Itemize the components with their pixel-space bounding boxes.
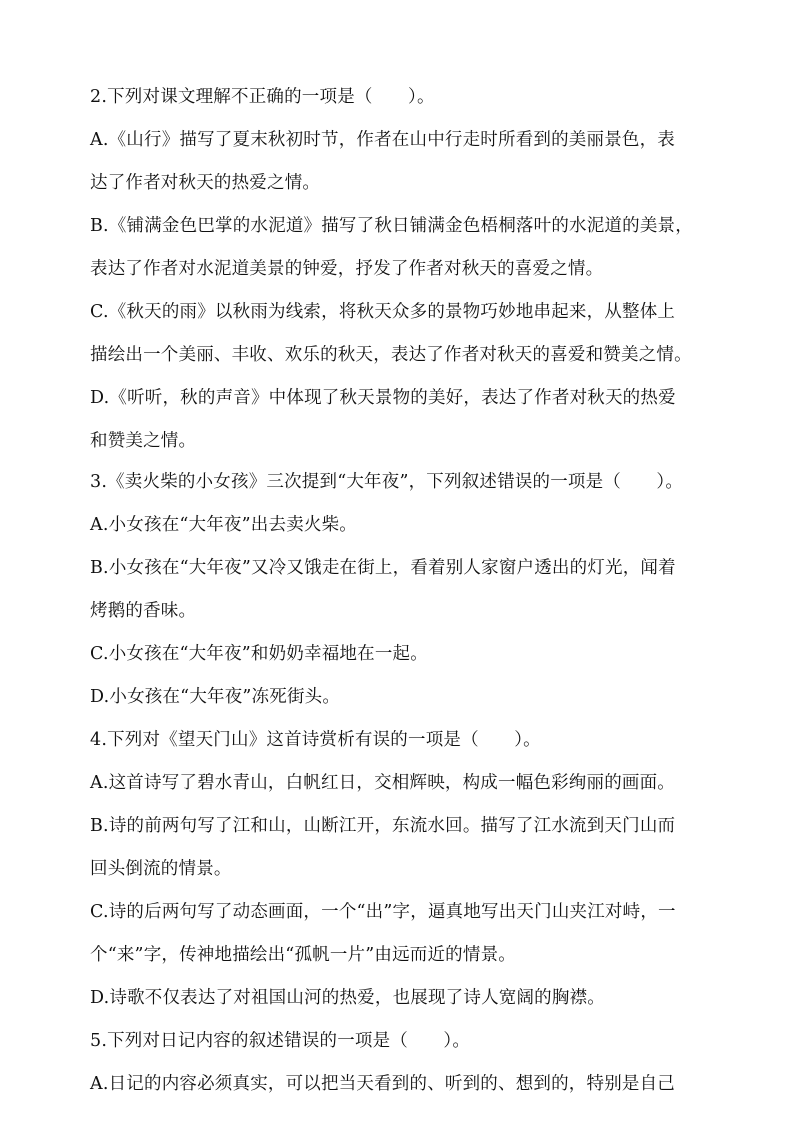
question-2-option-b: B.《铺满金色巴掌的水泥道》描写了秋日铺满金色梧桐落叶的水泥道的美景， xyxy=(90,216,693,236)
question-2-option-c-continued: 描绘出一个美丽、丰收、欢乐的秋天，表达了作者对秋天的喜爱和赞美之情。 xyxy=(90,345,692,365)
question-4-option-d: D.诗歌不仅表达了对祖国山河的热爱，也展现了诗人宽阔的胸襟。 xyxy=(90,988,605,1008)
question-3-option-a: A.小女孩在“大年夜”出去卖火柴。 xyxy=(90,515,357,535)
question-5-option-a: A.日记的内容必须真实，可以把当天看到的、听到的、想到的，特别是自己 xyxy=(90,1074,675,1094)
question-3-option-d: D.小女孩在“大年夜”冻死街头。 xyxy=(90,687,341,707)
question-3-option-c: C.小女孩在“大年夜”和奶奶幸福地在一起。 xyxy=(90,644,428,664)
question-4-option-a: A.这首诗写了碧水青山，白帆红日，交相辉映，构成一幅色彩绚丽的画面。 xyxy=(90,773,675,793)
question-5-stem: 5.下列对日记内容的叙述错误的一项是（ ）。 xyxy=(90,1031,471,1051)
question-4-option-c: C.诗的后两句写了动态画面，一个“出”字，逼真地写出天门山夹江对峙，一 xyxy=(90,902,676,922)
question-2-option-c: C.《秋天的雨》以秋雨为线索，将秋天众多的景物巧妙地串起来，从整体上 xyxy=(90,302,676,322)
question-3-option-b-continued: 烤鹅的香味。 xyxy=(90,601,197,621)
question-2-option-d: D.《听听，秋的声音》中体现了秋天景物的美好，表达了作者对秋天的热爱 xyxy=(90,388,676,408)
question-4-option-b: B.诗的前两句写了江和山，山断江开，东流水回。描写了江水流到天门山而 xyxy=(90,816,676,836)
question-3-stem: 3.《卖火柴的小女孩》三次提到“大年夜”，下列叙述错误的一项是（ ）。 xyxy=(90,472,684,492)
question-2-option-a-continued: 达了作者对秋天的热爱之情。 xyxy=(90,173,321,193)
question-2-option-d-continued: 和赞美之情。 xyxy=(90,431,197,451)
question-4-option-b-continued: 回头倒流的情景。 xyxy=(90,859,232,879)
question-3-option-b: B.小女孩在“大年夜”又冷又饿走在街上，看着别人家窗户透出的灯光，闻着 xyxy=(90,558,676,578)
question-2-option-a: A.《山行》描写了夏末秋初时节，作者在山中行走时所看到的美丽景色，表 xyxy=(90,130,675,150)
question-2-stem: 2.下列对课文理解不正确的一项是（ ）。 xyxy=(90,87,435,107)
question-4-option-c-continued: 个“来”字，传神地描绘出“孤帆一片”由远而近的情景。 xyxy=(90,945,516,965)
question-4-stem: 4.下列对《望天门山》这首诗赏析有误的一项是（ ）。 xyxy=(90,730,541,750)
question-2-option-b-continued: 表达了作者对水泥道美景的钟爱，抒发了作者对秋天的喜爱之情。 xyxy=(90,259,604,279)
